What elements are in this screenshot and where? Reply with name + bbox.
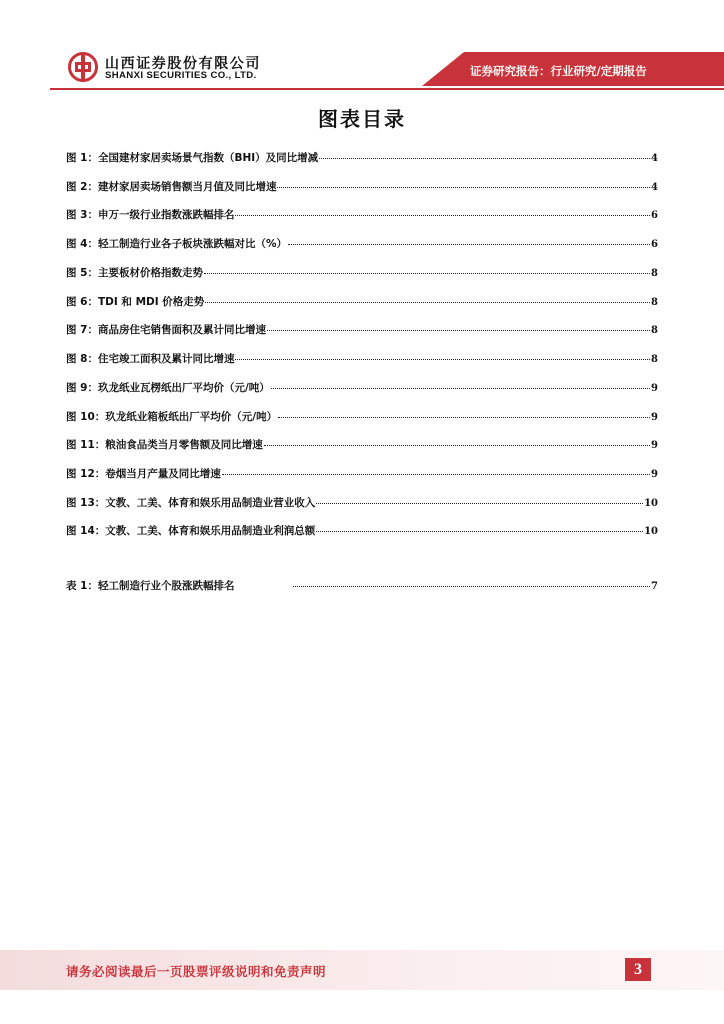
toc-label: 图 11： <box>66 439 106 451</box>
dot-leader <box>288 243 650 245</box>
toc-title: 文教、工美、体育和娱乐用品制造业利润总额 <box>105 525 316 537</box>
disclaimer-notice: 请务必阅读最后一页股票评级说明和免责声明 <box>66 964 327 979</box>
dot-leader <box>204 272 650 274</box>
toc-figure-row[interactable] <box>66 380 658 396</box>
toc-label: 图 12： <box>66 468 106 480</box>
toc-figure-row[interactable] <box>66 265 658 281</box>
toc-page-number: 6 <box>651 239 658 250</box>
toc-figure-row[interactable] <box>66 409 658 425</box>
toc-title: 主要板材价格指数走势 <box>97 267 203 279</box>
toc-page-number: 9 <box>651 440 658 451</box>
toc-title: 卷烟当月产量及同比增速 <box>105 468 221 480</box>
page-header <box>0 0 724 100</box>
toc-page-number: 8 <box>651 297 658 308</box>
dot-leader <box>316 502 643 504</box>
dot-leader <box>316 530 643 532</box>
header-divider <box>50 88 724 90</box>
report-type-label: 证券研究报告：行业研究/定期报告 <box>470 64 647 78</box>
page-title: 图表目录 <box>318 107 406 131</box>
toc-title: 粮油食品类当月零售额及同比增速 <box>105 439 263 451</box>
toc-title: 轻工制造行业各子板块涨跌幅对比（%） <box>97 238 287 250</box>
toc-title: 建材家居卖场销售额当月值及同比增速 <box>97 181 277 193</box>
toc-title: TDI 和 MDI 价格走势 <box>97 296 205 308</box>
dot-leader <box>271 387 650 389</box>
toc-label: 图 7： <box>66 324 98 336</box>
dot-leader <box>293 585 650 587</box>
shanxi-securities-logo-icon <box>68 52 98 82</box>
toc-figure-row[interactable] <box>66 179 658 195</box>
toc-page-number: 9 <box>651 412 658 423</box>
dot-leader <box>267 329 650 331</box>
dot-leader <box>264 444 650 446</box>
toc-page-number: 8 <box>651 354 658 365</box>
toc-figure-row[interactable] <box>66 466 658 482</box>
toc-label: 图 6： <box>66 296 98 308</box>
toc-page-number: 4 <box>651 153 658 164</box>
toc-page-number: 9 <box>651 469 658 480</box>
toc-page-number: 9 <box>651 383 658 394</box>
dot-leader <box>205 301 650 303</box>
dot-leader <box>319 157 650 159</box>
toc-title: 玖龙纸业瓦楞纸出厂平均价（元/吨） <box>97 382 270 394</box>
toc-figure-row[interactable] <box>66 207 658 223</box>
toc-label: 图 2： <box>66 181 98 193</box>
toc-label: 图 9： <box>66 382 98 394</box>
dot-leader <box>235 358 650 360</box>
toc-label: 图 1： <box>66 152 98 164</box>
toc-title: 玖龙纸业箱板纸出厂平均价（元/吨） <box>105 411 278 423</box>
toc-figure-row[interactable] <box>66 294 658 310</box>
toc-page-number: 10 <box>644 498 658 509</box>
toc-label: 图 3： <box>66 209 98 221</box>
toc-label: 图 14： <box>66 525 106 537</box>
toc-figure-row[interactable] <box>66 523 658 539</box>
toc-table-row[interactable] <box>66 578 658 594</box>
page-number-badge: 3 <box>625 958 651 981</box>
toc-label: 图 13： <box>66 497 106 509</box>
toc-title: 全国建材家居卖场景气指数（BHI）及同比增减 <box>97 152 319 164</box>
dot-leader <box>235 214 650 216</box>
toc-label: 图 5： <box>66 267 98 279</box>
toc-title: 轻工制造行业个股涨跌幅排名 <box>97 580 235 592</box>
toc-figure-row[interactable] <box>66 351 658 367</box>
dot-leader <box>277 186 650 188</box>
toc-label: 图 8： <box>66 353 98 365</box>
toc-title: 申万一级行业指数涨跌幅排名 <box>97 209 235 221</box>
toc-page-number: 7 <box>651 581 658 592</box>
dot-leader <box>222 473 650 475</box>
toc-title: 商品房住宅销售面积及累计同比增速 <box>97 324 266 336</box>
toc-figure-row[interactable] <box>66 150 658 166</box>
company-name-cn: 山西证券股份有限公司 <box>105 56 261 72</box>
toc-figure-row[interactable] <box>66 437 658 453</box>
toc-page-number: 6 <box>651 210 658 221</box>
toc-page-number: 10 <box>644 526 658 537</box>
toc-page-number: 8 <box>651 268 658 279</box>
toc-title: 住宅竣工面积及累计同比增速 <box>97 353 235 365</box>
toc-title: 文教、工美、体育和娱乐用品制造业营业收入 <box>105 497 316 509</box>
toc-figure-row[interactable] <box>66 322 658 338</box>
toc-label: 表 1： <box>66 580 98 592</box>
toc-page-number: 4 <box>651 182 658 193</box>
company-name-en: SHANXI SECURITIES CO., LTD. <box>105 70 257 81</box>
toc-label: 图 10： <box>66 411 106 423</box>
dot-leader <box>278 416 650 418</box>
toc-label: 图 4： <box>66 238 98 250</box>
toc-figure-row[interactable] <box>66 495 658 511</box>
toc-figure-row[interactable] <box>66 236 658 252</box>
toc-page-number: 8 <box>651 325 658 336</box>
